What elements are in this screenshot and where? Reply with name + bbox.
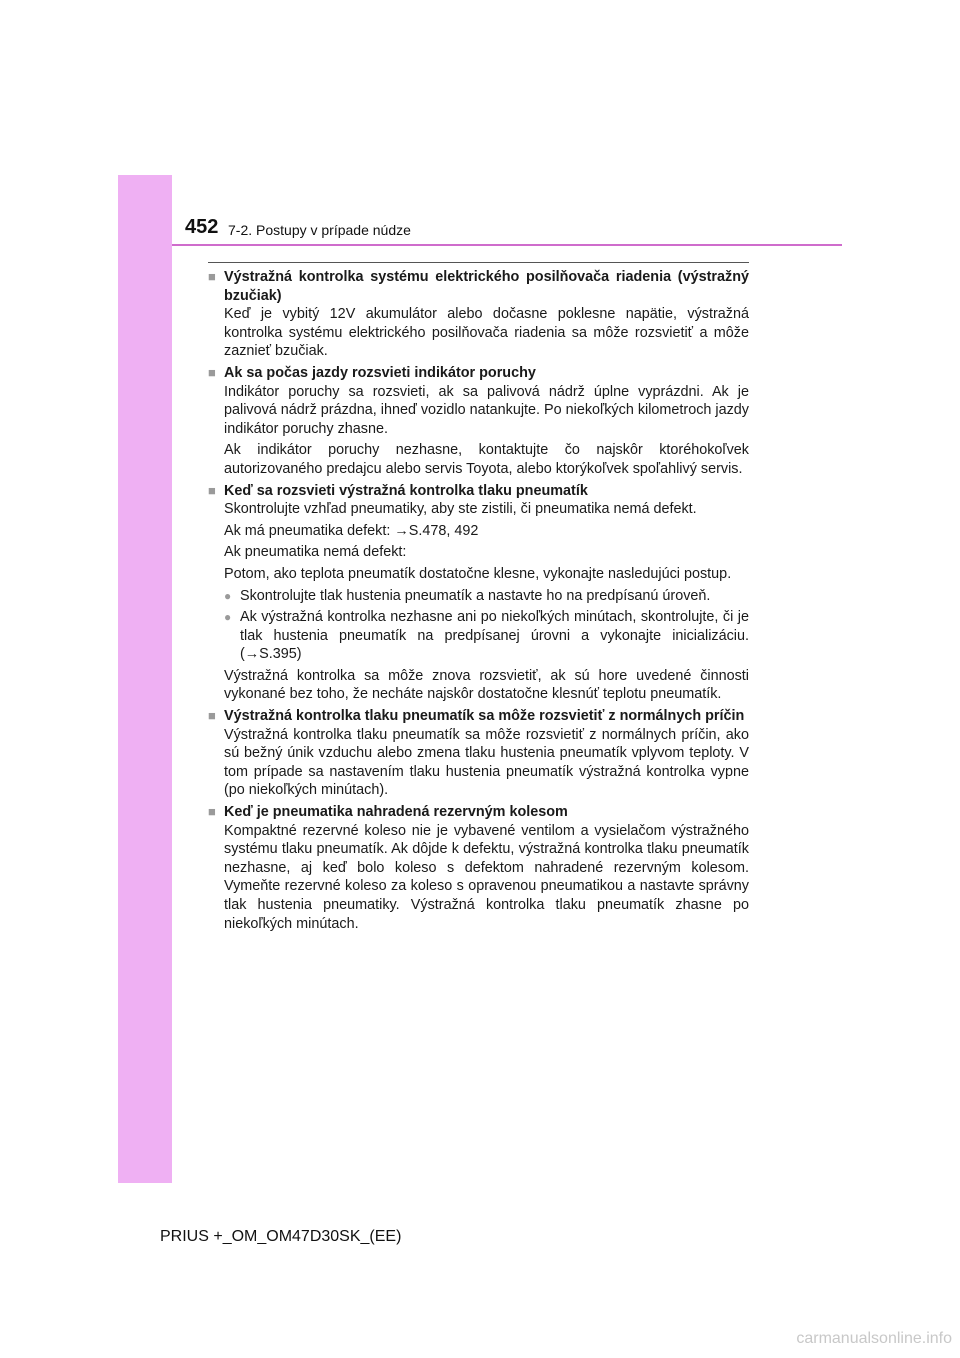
list-item: ● Ak výstražná kontrolka nezhasne ani po niekoľkých minútach, skontrolujte, či je tlak hustenia pneumatík na predpísanej úrovni a vykonajte inicializáciu. (→S.395) [224,609,749,663]
paragraph: Skontrolujte vzhľad pneumatiky, aby ste zistili, či pneumatika nemá defekt. [224,501,697,518]
section-heading: ■ Keď je pneumatika nahradená rezervným kolesom [208,804,568,821]
section-normal-causes [208,707,749,800]
section-tire-pressure-light [208,482,749,705]
paragraph: Potom, ako teplota pneumatík dostatočne klesne, vykonajte nasledujúci postup. [224,565,732,582]
paragraph: Výstražná kontrolka sa môže znova rozsvietiť, ak sú hore uvedené činnosti vykonané bez toho, že necháte najskôr dostatočne klesnúť teplotu pneumatík. [224,667,749,703]
section-rule [208,262,749,263]
list-item: ● Skontrolujte tlak hustenia pneumatík a nastavte ho na predpísanú úroveň. [224,587,711,604]
section-heading: ■ Keď sa rozsvieti výstražná kontrolka tlaku pneumatík [208,482,588,499]
paragraph: Ak pneumatika nemá defekt: [224,544,407,561]
square-bullet-icon: ■ [208,708,216,724]
paragraph: Indikátor poruchy sa rozsvieti, ak sa palivová nádrž úplne vyprázdni. Ak je palivová nádrž prázdna, ihneď vozidlo natankujte. Po niekoľkých kilometroch jazdy indikátor poruchy zhasne. [224,383,749,437]
paragraph: Kompaktné rezervné koleso nie je vybavené ventilom a vysielačom výstražného systému tlaku pneumatík. Ak dôjde k defektu, výstražná kontrolka tlaku pneumatík nezhasne, aj keď bolo koleso s defektom nahradené rezervným kolesom. Vymeňte rezervné koleso za koleso s opravenou pneumatikou a nastavte správny tlak hustenia pneumatiky. Výstražná kontrolka tlaku pneumatík zhasne po niekoľkých minútach. [224,822,749,932]
circle-bullet-icon: ● [224,588,232,603]
square-bullet-icon: ■ [208,482,216,498]
square-bullet-icon: ■ [208,269,216,284]
paragraph-flat-tire-reference: Ak má pneumatika defekt: →S.478, 492 [224,522,479,539]
square-bullet-icon: ■ [208,364,216,380]
circle-bullet-icon: ● [224,610,232,625]
document-code: PRIUS +_OM_OM47D30SK_(EE) [160,1228,402,1245]
header-rule [172,244,842,246]
section-heading: ■ Ak sa počas jazdy rozsvieti indikátor poruchy [208,364,536,381]
chapter-title: 7-2. Postupy v prípade núdze [228,222,411,238]
section-heading: ■ Výstražná kontrolka tlaku pneumatík sa môže rozsvietiť z normálnych príčin [208,708,745,725]
page-number: 452 [185,216,219,238]
page-content [208,266,749,936]
paragraph: Výstražná kontrolka tlaku pneumatík sa môže rozsvietiť z normálnych príčin, ako sú bežný únik vzduchu alebo zmena tlaku hustenia pneumatík vplyvom teploty. V tom prípade sa nastavením tlaku hustenia pneumatík výstražná kontrolka vypne (po niekoľkých minútach). [224,726,749,799]
section-malfunction-indicator [208,364,749,479]
section-heading: ■ Výstražná kontrolka systému elektrického posilňovača riadenia (výstražný bzučiak) [208,269,749,304]
square-bullet-icon: ■ [208,804,216,820]
chapter-sidebar-tab [118,175,172,1183]
watermark: carmanualsonline.info [796,1330,952,1347]
paragraph: Keď je vybitý 12V akumulátor alebo dočasne poklesne napätie, výstražná kontrolka systému elektrického posilňovača riadenia sa môže rozsvietiť a môže zaznieť bzučiak. [224,306,749,360]
section-power-steering [208,268,749,361]
paragraph: Ak indikátor poruchy nezhasne, kontaktujte čo najskôr ktoréhokoľvek autorizovaného predajcu alebo servis Toyota, alebo ktorýkoľvek spoľahlivý servis. [224,442,749,477]
section-spare-wheel [208,803,749,933]
